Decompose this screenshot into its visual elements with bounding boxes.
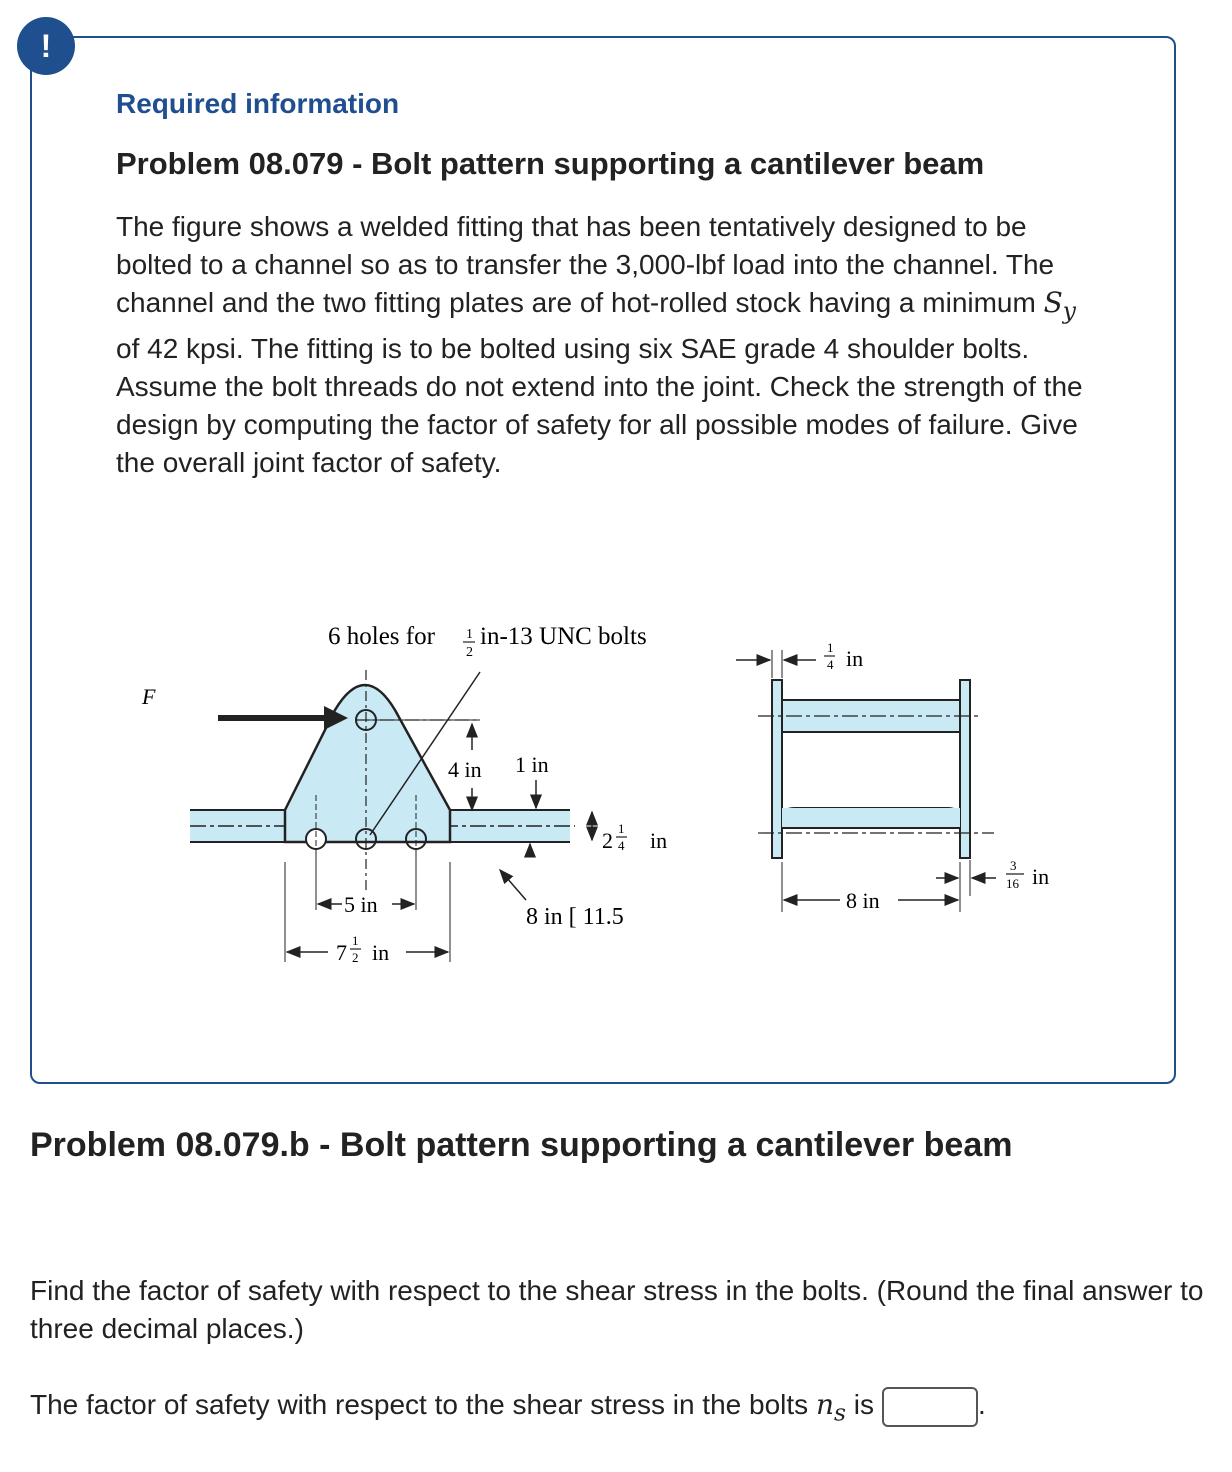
width-label: 8 in [846,888,880,913]
holes-label-suffix: in-13 UNC bolts [480,623,647,650]
dim-2in-num: 1 [618,821,625,836]
channel-web-fill [782,808,960,828]
answer-input[interactable] [882,1387,978,1427]
right-fitting-plate [960,680,970,858]
sixteenth-den: 16 [1006,876,1019,891]
sixteenth-num: 3 [1010,858,1017,873]
dim-1in-label: 1 in [515,752,549,777]
dim-2in-den: 4 [618,838,625,853]
fitting-plate [285,685,450,842]
problem-text-part2: of 42 kpsi. The fitting is to be bolted using six SAE grade 4 shoulder bolts. Assume the bolt threads do not extend into the joint. Check the strength of the design by computing the factor of safety for all possible modes of failure. Give the overall joint factor of safety. [116,332,1083,478]
problem-statement [116,208,1096,482]
dim-2in-whole: 2 [602,828,613,853]
answer-suffix: . [977,1389,986,1420]
alert-icon: ! [17,17,75,75]
dim-7in-whole: 7 [336,940,347,965]
force-label: F [142,684,156,709]
part-b-question: Find the factor of safety with respect to the shear stress in the bolts. (Round the final answer to three decimal places.) [30,1275,1204,1344]
dim-7in-num: 1 [352,933,359,948]
quarter-num: 1 [827,640,834,655]
fitting-diagram [130,600,1080,1000]
sy-symbol-base: S [1043,286,1063,319]
holes-label [328,623,436,650]
required-info-heading: Required information [116,88,400,119]
sy-symbol-sub: y [1062,296,1076,325]
problem-text-part1: The figure shows a welded fitting that has been tentatively designed to be bolted to a channel so as to transfer the 3,000-lbf load into the channel. The channel and the two fitting plates are of hot-rolled stock having a minimum [116,211,1055,318]
dim-5in-label: 5 in [344,892,378,917]
dim-7in-den: 2 [352,950,359,965]
dim-2in-unit: in [650,828,668,853]
dim-7in-unit: in [372,940,390,965]
ns-symbol-base: n [815,1388,834,1421]
sixteenth-unit: in [1032,864,1050,889]
quarter-unit: in [846,646,864,671]
fitting-figure [130,600,1080,1000]
answer-prompt [30,1386,986,1432]
channel-label: 8 in [ 11.5 [526,904,624,930]
ns-symbol [815,1388,846,1427]
answer-prompt-text: The factor of safety with respect to the shear stress in the bolts [30,1389,816,1420]
sy-symbol [1043,286,1076,325]
dim-4in-label: 4 in [448,757,482,782]
holes-frac-num: 1 [466,627,473,642]
problem-title: Problem 08.079 - Bolt pattern supporting a cantilever beam [116,146,985,181]
channel-leader [500,870,526,900]
answer-is-text: is [845,1389,874,1420]
holes-frac-den: 2 [466,645,473,660]
holes-label-prefix: 6 holes for [328,623,435,650]
ns-symbol-sub: s [833,1398,846,1427]
quarter-den: 4 [827,657,834,672]
part-b-title: Problem 08.079.b - Bolt pattern supporting a cantilever beam [30,1126,1013,1164]
left-fitting-plate [772,680,782,858]
